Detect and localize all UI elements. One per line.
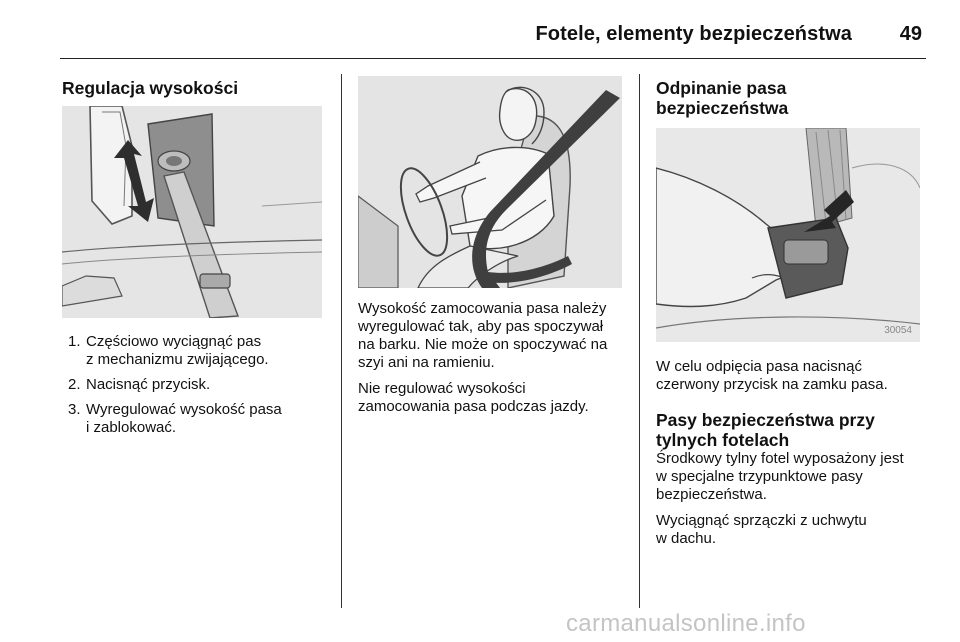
column-divider-right [639,74,640,608]
heading-rear-seat-belts [656,410,875,450]
figure-belt-height-adjuster [62,106,322,318]
pregnant-driver-illustration [358,76,622,288]
heading-height-adjustment: Regulacja wysokości [62,78,239,98]
paragraph-rear-center-seat [656,450,931,504]
text-line: zamocowania pasa podczas jazdy. [358,398,589,415]
text-line: w dachu. [656,530,717,547]
watermark: carmanualsonline.info [566,610,806,637]
section-title: Fotele, elementy bezpieczeństwa [535,23,852,45]
paragraph-press-red-button [656,358,926,394]
heading-unfastening-belt [656,78,788,118]
text-line: wyregulować tak, aby pas spoczywał [358,318,604,335]
text-line: Środkowy tylny fotel wyposażony jest [656,450,904,467]
text-line: bezpieczeństwa. [656,486,767,503]
text-line: Wyciągnąć sprzączki z uchwytu [656,512,867,529]
step-text: Częściowo wyciągnąć pas [86,333,262,350]
text-line: szyi ani na ramieniu. [358,354,495,371]
step-text: Nacisnąć przycisk. [86,376,211,393]
heading-line: bezpieczeństwa [656,98,789,118]
belt-adjuster-illustration [62,106,322,318]
text-line: czerwony przycisk na zamku pasa. [656,376,888,393]
figure-buckle-release [656,128,920,342]
paragraph-belt-height [358,300,633,372]
text-line: Wysokość zamocowania pasa należy [358,300,607,317]
list-item [62,333,332,369]
list-item [62,401,332,437]
page-header [60,14,926,59]
list-item [62,376,332,394]
heading-line: Pasy bezpieczeństwa przy [656,410,875,430]
paragraph-no-adjust-driving [358,380,633,416]
text-line: w specjalne trzypunktowe pasy [656,468,863,485]
heading-line: Odpinanie pasa [656,78,787,98]
step-number: 1. [68,333,81,350]
figure-belt-wearing-position [358,76,622,288]
step-number: 2. [68,376,81,393]
steps-list [62,333,332,444]
column-divider-left [341,74,342,608]
step-text: i zablokować. [86,419,177,436]
text-line: W celu odpięcia pasa nacisnąć [656,358,862,375]
text-line: Nie regulować wysokości [358,380,526,397]
page-number: 49 [899,23,922,45]
figure-number: 30054 [884,325,912,336]
paragraph-pull-buckles [656,512,926,548]
heading-line: tylnych fotelach [656,430,790,450]
step-number: 3. [68,401,81,418]
buckle-release-illustration [656,128,920,342]
step-text: Wyregulować wysokość pasa [86,401,282,418]
text-line: na barku. Nie może on spoczywać na [358,336,608,353]
step-text: z mechanizmu zwijającego. [86,351,269,368]
